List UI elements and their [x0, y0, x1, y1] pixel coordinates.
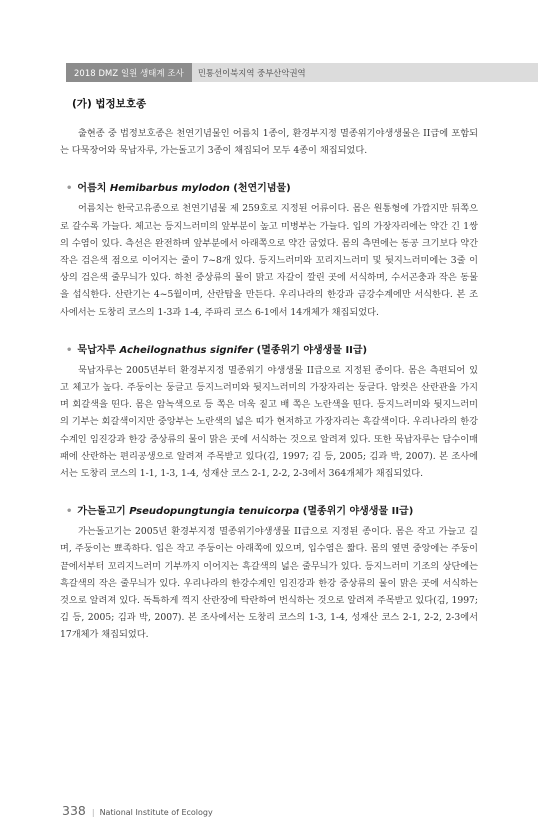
- species-heading: [66, 502, 478, 517]
- species-description: 어름치는 한국고유종으로 천연기념물 제 259호로 지정된 어류이다. 몸은 원통형에 가깝지만 뒤쪽으로 갈수록 가늘다. 체고는 등지느러미의 앞부분이 높고 미병부는 가늘다. 입의 가장자리에는 약간 긴 1쌍의 수염이 있다. 측선은 완전하며 앞부분에서 아래쪽으로 약간 굽었다. 몸의 측면에는 동공 크기보다 약간 작은 검은색 점으로 이어지는 줄이 7~8개 있다. 등지느러미와 꼬리지느러미 및 뒷지느러미에는 3줄 이상의 검은색 줄무늬가 있다. 하천 중상류의 물이 맑고 자갈이 깔린 곳에 서식하며, 수서곤충과 작은 동물을 섭식한다. 산란기는 4~5월이며, 산란탑을 만든다. 우리나라의 한강과 금강수계에만 서식한다. 본 조사에서는 도창리 코스의 1-3과 1-4, 주파리 코스 6-1에서 14개체가 채집되었다.: [60, 203, 478, 318]
- footer-separator: |: [91, 808, 95, 817]
- species-name-scientific: Pseudopungtungia tenuicorpa: [129, 506, 300, 518]
- species-block-2: [60, 341, 478, 482]
- page-footer: [62, 803, 213, 818]
- institute-name: National Institute of Ecology: [99, 808, 213, 817]
- page-header: [66, 63, 538, 82]
- species-name-ko: 가는돌고기: [77, 506, 126, 518]
- species-name-ko: 묵납자루: [77, 344, 117, 356]
- species-description: 묵납자루는 2005년부터 환경부지정 멸종위기 야생생물 II급으로 지정된 종이다. 몸은 측편되어 있고 체고가 높다. 주둥이는 둥글고 등지느러미와 뒷지느러미의 가장자리는 둥글다. 암컷은 산란관을 가지며 회갈색을 띤다. 몸은 암녹색으로 등 쪽은 더욱 짙고 배 쪽은 노란색을 띤다. 등지느러미와 뒷지느러미의 기부는 회갈색이지만 중앙부는 노란색의 넓은 띠가 현저하고 가장자리는 흑갈색이다. 우리나라의 한강수계인 임진강과 한강 중상류의 물이 맑은 곳에 서식하는 것으로 알려져 있다. 또한 묵납자루는 담수이매패에 산란하는 편리공생으로 알려져 주목받고 있다(김, 1997; 김 등, 2005; 김과 박, 2007). 본 조사에서는 도창리 코스의 1-1, 1-3, 1-4, 성재산 코스 2-1, 2-2, 2-3에서 364개체가 채집되었다.: [60, 364, 478, 480]
- bullet-icon: •: [66, 183, 73, 195]
- report-title: 2018 DMZ 일원 생태계 조사: [66, 63, 192, 82]
- species-block-3: [60, 502, 478, 643]
- species-status: (천연기념물): [233, 183, 291, 195]
- species-heading: [66, 341, 478, 356]
- species-description: 가는돌고기는 2005년 환경부지정 멸종위기야생생물 II급으로 지정된 종이다. 몸은 작고 가늘고 길며, 주둥이는 뾰족하다. 입은 작고 주둥이는 아래쪽에 있으며, 입수염은 짧다. 몸의 옆면 중앙에는 주둥이 끝에서부터 꼬리지느러미 기부까지 이어지는 흑갈색의 넓은 줄무늬가 있다. 등지느러미 기조의 상단에는 흑갈색의 작은 줄무늬가 있다. 우리나라의 한강수계인 임진강과 한강 중상류의 물이 맑은 곳에 서식하는 것으로 알려져 있다. 독특하게 꺽지 산란장에 탁란하여 번식하는 것으로 알려져 주목받고 있다(김, 1997; 김 등, 2005; 김과 박, 2007). 본 조사에서는 도창리 코스의 1-3, 1-4, 성재산 코스 2-1, 2-2, 2-3에서 17개체가 채집되었다.: [60, 526, 478, 641]
- species-name-scientific: Hemibarbus mylodon: [109, 183, 230, 195]
- species-status: (멸종위기 야생생물 II급): [302, 506, 414, 518]
- species-heading: [66, 179, 478, 194]
- page-content: [60, 96, 478, 644]
- region-label: 민통선이북지역 중부산악권역: [192, 63, 538, 82]
- species-status: (멸종위기 야생생물 II급): [256, 344, 368, 356]
- section-title: (가) 법정보호종: [72, 98, 147, 110]
- bullet-icon: •: [66, 506, 73, 518]
- bullet-icon: •: [66, 344, 73, 356]
- species-block-1: [60, 179, 478, 320]
- section-intro: 출현종 중 법정보호종은 천연기념물인 어름치 1종이, 환경부지정 멸종위기야생생물은 II급에 포함되는 다묵장어와 묵납자루, 가는돌고기 3종이 채집되어 모두 4종이 채집되었다.: [60, 128, 478, 157]
- species-name-scientific: Acheilognathus signifer: [119, 344, 254, 356]
- species-name-ko: 어름치: [77, 183, 107, 195]
- page-number: 338: [62, 803, 86, 818]
